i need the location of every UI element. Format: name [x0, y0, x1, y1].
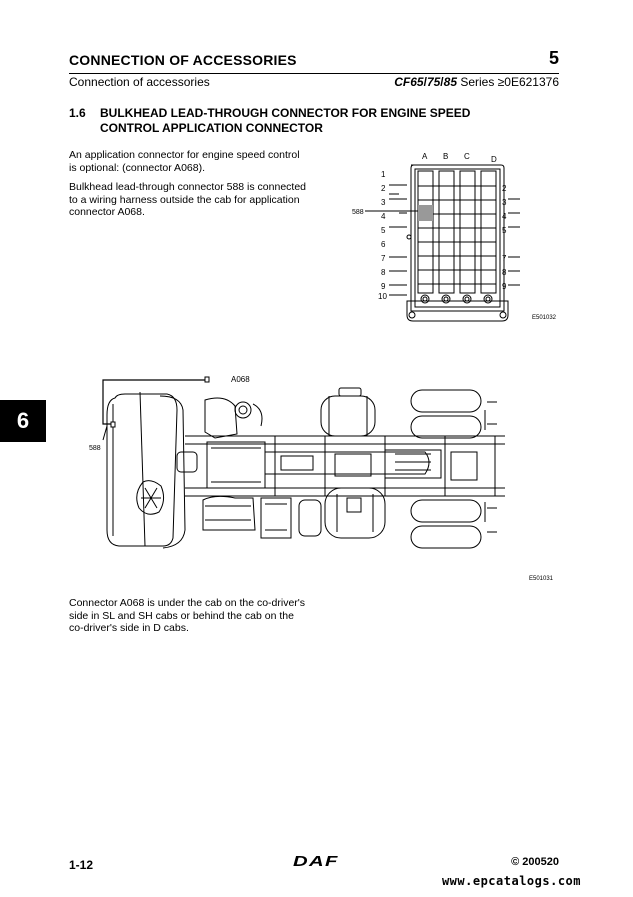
- connector-callout-a068: A068: [231, 375, 250, 384]
- column-label-b: B: [443, 152, 449, 161]
- watermark-url: www.epcatalogs.com: [441, 874, 581, 888]
- paragraph-bulkhead-connector: Bulkhead lead-through connector 588 is connected to a wiring harness outside the cab for application connector A068.: [69, 181, 306, 218]
- row-label-left: 2: [381, 184, 386, 193]
- column-label-d: D: [491, 155, 497, 164]
- column-label-c: C: [464, 152, 470, 161]
- page-number: 1-12: [69, 858, 94, 872]
- chassis-top-view-diagram: [85, 370, 565, 585]
- row-label-right: 4: [502, 212, 507, 221]
- row-label-right: 2: [502, 184, 507, 193]
- row-label-left: 9: [381, 282, 386, 291]
- copyright-label: © 200520: [511, 856, 559, 868]
- row-label-left: 3: [381, 198, 386, 207]
- section-number: 1.6: [69, 106, 86, 120]
- chapter-title: CONNECTION OF ACCESSORIES: [69, 52, 297, 68]
- connector-callout-588: 588: [352, 209, 364, 216]
- daf-logo: DAF: [293, 853, 339, 870]
- row-label-right: 3: [502, 198, 507, 207]
- row-label-left: 10: [378, 292, 387, 301]
- row-label-right: 9: [502, 282, 507, 291]
- connector-pinout-diagram: [345, 145, 570, 330]
- chapter-tab: 6: [0, 400, 46, 442]
- row-label-left: 6: [381, 240, 386, 249]
- row-label-left: 4: [381, 212, 386, 221]
- header-rule: [69, 73, 559, 74]
- figure-code: E501032: [532, 315, 557, 321]
- row-label-right: 8: [502, 268, 507, 277]
- row-label-right: 5: [502, 226, 507, 235]
- row-label-left: 1: [381, 170, 386, 179]
- section-title: BULKHEAD LEAD-THROUGH CONNECTOR FOR ENGINE SPEED CONTROL APPLICATION CONNECTOR: [100, 106, 471, 135]
- chapter-number: 5: [548, 48, 559, 68]
- column-label-a: A: [422, 152, 428, 161]
- connector-callout-588: 588: [89, 445, 101, 452]
- row-label-left: 5: [381, 226, 386, 235]
- row-label-right: 7: [502, 254, 507, 263]
- row-label-left: 8: [381, 268, 386, 277]
- paragraph-optional-connector: An application connector for engine speed control is optional: (connector A068).: [69, 149, 300, 174]
- figure-code: E501031: [529, 576, 554, 582]
- chapter-subtitle: Connection of accessories: [69, 75, 210, 89]
- series-label: CF65/75/85 Series ≥0E621376: [394, 75, 559, 89]
- paragraph-connector-location: Connector A068 is under the cab on the co-driver's side in SL and SH cabs or behind the cab on the co-driver's side in D cabs.: [69, 597, 306, 634]
- row-label-left: 7: [381, 254, 386, 263]
